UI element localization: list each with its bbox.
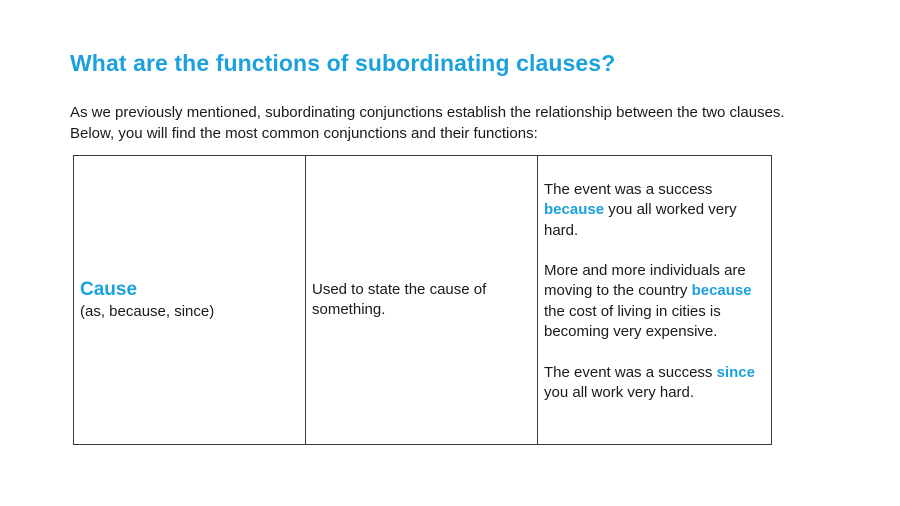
example-text-before: The event was a success	[544, 363, 717, 381]
page-title: What are the functions of subordinating clauses?	[70, 50, 616, 76]
conjunction-list: (as, because, since)	[80, 302, 215, 320]
example-text-after: you all worked very hard.	[544, 201, 737, 239]
table-row	[74, 156, 772, 445]
function-description: Used to state the cause of something.	[312, 280, 487, 318]
example-sentence	[544, 363, 765, 404]
description-cell	[306, 156, 538, 445]
examples-cell	[538, 156, 772, 445]
example-conjunction: because	[544, 201, 605, 219]
example-sentence	[544, 180, 765, 241]
example-text-after: the cost of living in cities is becoming very expensive.	[544, 302, 721, 341]
example-conjunction: since	[716, 363, 755, 381]
intro-paragraph	[70, 102, 850, 144]
conjunctions-table	[73, 155, 772, 445]
function-cell	[74, 156, 306, 445]
example-conjunction: because	[691, 282, 752, 300]
example-text-before: The event was a success	[544, 181, 713, 198]
example-text-after: you all work very hard.	[544, 383, 695, 401]
intro-line-2: Below, you will find the most common conjunctions and their functions:	[70, 125, 538, 142]
example-text-before: More and more individuals are moving to the country	[544, 262, 746, 300]
intro-line-1: As we previously mentioned, subordinating conjunctions establish the relationship between the two clauses.	[70, 104, 785, 121]
example-sentence	[544, 261, 765, 342]
function-name: Cause	[80, 278, 138, 300]
